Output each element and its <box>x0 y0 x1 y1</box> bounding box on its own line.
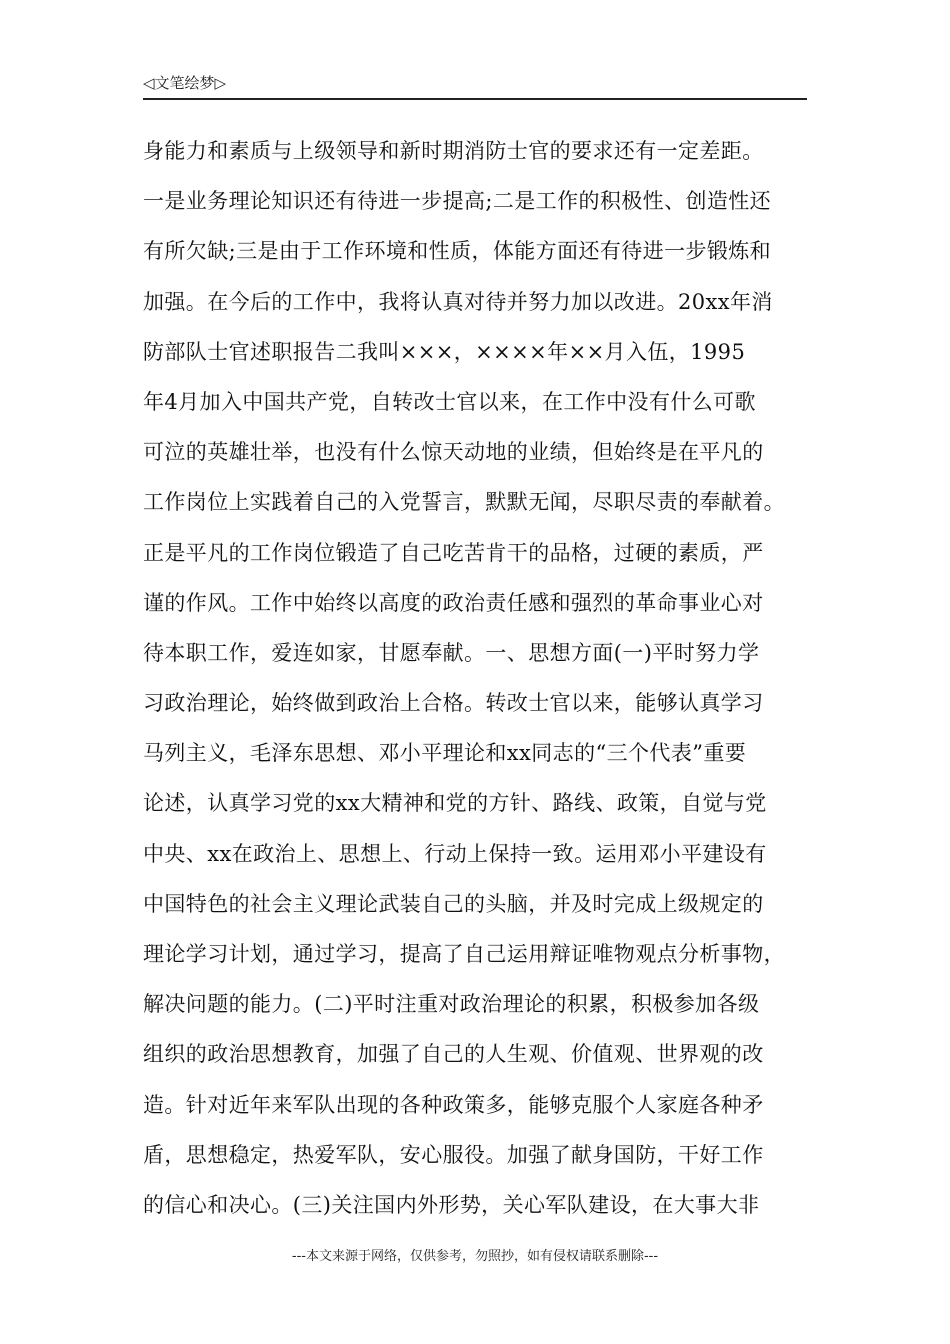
body-line: 理论学习计划，通过学习，提高了自己运用辩证唯物观点分析事物， <box>143 942 785 966</box>
body-line: 组织的政治思想教育，加强了自己的人生观、价值观、世界观的改 <box>143 1042 764 1067</box>
body-line: 解决问题的能力。(二)平时注重对政治理论的积累，积极参加各级 <box>143 992 760 1017</box>
body-line: 一是业务理论知识还有待进一步提高;二是工作的积极性、创造性还 <box>143 189 772 214</box>
body-line: 加强。在今后的工作中，我将认真对待并努力加以改进。20xx年消 <box>143 289 773 314</box>
body-line: 习政治理论，始终做到政治上合格。转改士官以来，能够认真学习 <box>143 691 764 716</box>
body-line: 造。针对近年来军队出现的各种政策多，能够克服个人家庭各种矛 <box>143 1092 764 1117</box>
body-line: 正是平凡的工作岗位锻造了自己吃苦肯干的品格，过硬的素质，严 <box>143 540 764 565</box>
body-text <box>143 126 823 1230</box>
body-line: 中国特色的社会主义理论武装自己的头脑，并及时完成上级规定的 <box>143 891 764 916</box>
body-line: 论述，认真学习党的xx大精神和党的方针、路线、政策，自觉与党 <box>143 791 767 816</box>
body-line: 中央、xx在政治上、思想上、行动上保持一致。运用邓小平建设有 <box>143 841 767 866</box>
body-line: 谨的作风。工作中始终以高度的政治责任感和强烈的革命事业心对 <box>143 590 764 615</box>
page-header <box>143 72 807 100</box>
body-line: 有所欠缺;三是由于工作环境和性质，体能方面还有待进一步锻炼和 <box>143 239 772 264</box>
body-line: 待本职工作，爱连如家，甘愿奉献。一、思想方面(一)平时努力学 <box>143 640 760 665</box>
body-line: 身能力和素质与上级领导和新时期消防士官的要求还有一定差距。 <box>143 139 764 163</box>
body-line: 防部队士官述职报告二我叫×××，××××年××月入伍，1995 <box>143 339 746 364</box>
body-line: 马列主义，毛泽东思想、邓小平理论和xx同志的“三个代表”重要 <box>143 741 747 766</box>
body-line: 年4月加入中国共产党，自转改士官以来，在工作中没有什么可歌 <box>143 389 756 414</box>
body-line: 可泣的英雄壮举，也没有什么惊天动地的业绩，但始终是在平凡的 <box>143 440 764 465</box>
header-title: ◁文笔绘梦▷ <box>143 74 227 92</box>
body-line: 工作岗位上实践着自己的入党誓言，默默无闻，尽职尽责的奉献着。 <box>143 490 785 515</box>
page-footer: ---本文来源于网络，仅供参考，勿照抄，如有侵权请联系删除--- <box>291 1249 659 1264</box>
body-line: 盾，思想稳定，热爱军队，安心服役。加强了献身国防，干好工作 <box>143 1142 764 1167</box>
body-line: 的信心和决心。(三)关注国内外形势，关心军队建设，在大事大非 <box>143 1192 760 1217</box>
